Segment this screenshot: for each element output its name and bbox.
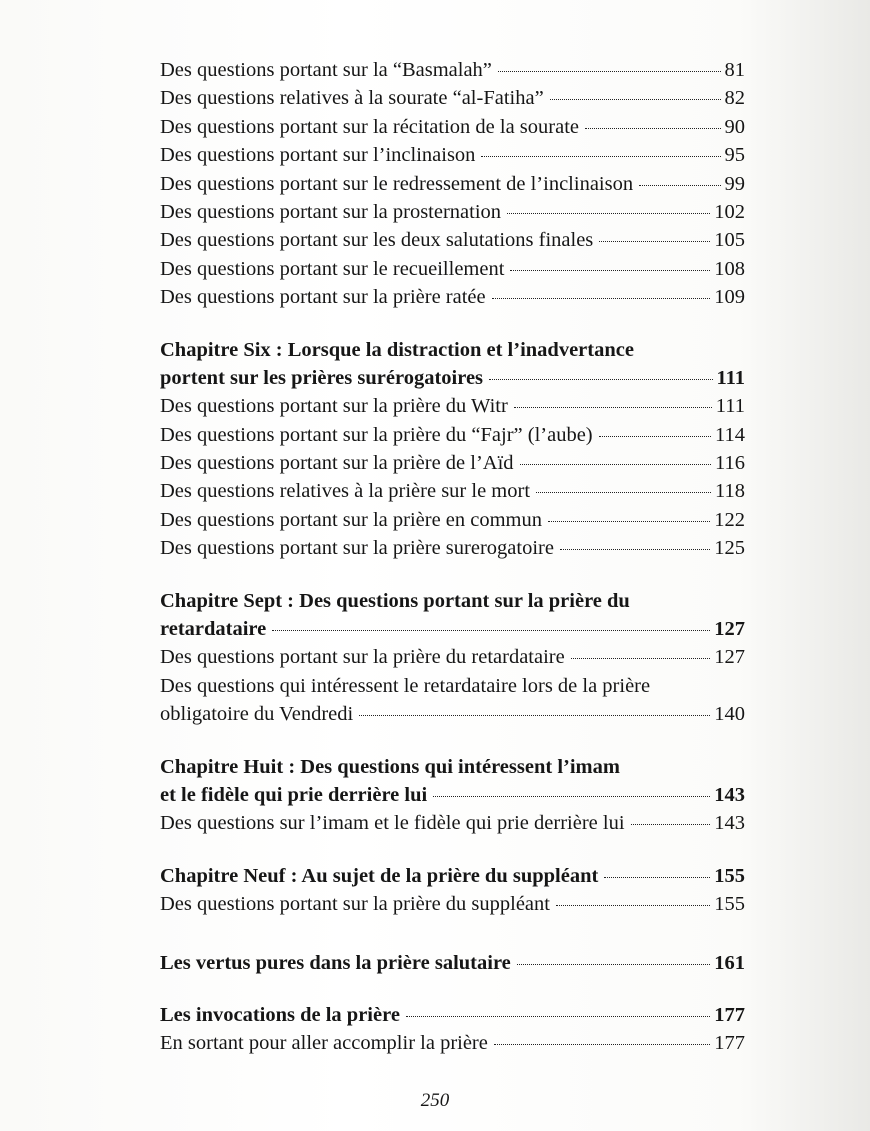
spacer xyxy=(160,729,745,753)
toc-entry xyxy=(160,113,745,141)
spacer xyxy=(160,919,745,949)
page-number: 250 xyxy=(420,1090,450,1111)
leader-dots xyxy=(406,1016,710,1017)
entry-title: obligatoire du Vendredi xyxy=(160,703,354,726)
chapter-six xyxy=(160,336,745,563)
entry-title: En sortant pour aller accomplir la prière xyxy=(160,1032,488,1055)
entry-title: Des questions portant sur les deux salutations finales xyxy=(160,229,594,252)
entry-title: Des questions portant sur la prière du retardataire xyxy=(160,646,565,669)
entry-page: 127 xyxy=(714,646,745,669)
entry-page: 95 xyxy=(724,144,745,167)
chapter-seven xyxy=(160,587,745,729)
section-page: 177 xyxy=(714,1003,745,1026)
leader-dots xyxy=(560,549,710,550)
chapter-heading-line: Chapitre Sept : Des questions portant sur la prière du xyxy=(160,589,630,612)
entry-page: 82 xyxy=(724,87,745,110)
leader-dots xyxy=(599,241,710,242)
entry-page: 102 xyxy=(714,200,745,223)
entry-title: Des questions portant sur la “Basmalah” xyxy=(160,59,492,81)
chapter-heading xyxy=(160,615,745,643)
entry-page: 111 xyxy=(715,395,745,418)
section-virtues xyxy=(160,949,745,977)
leader-dots xyxy=(498,71,721,72)
chapter-title: Chapitre Neuf : Au sujet de la prière du suppléant xyxy=(160,864,599,887)
entry-page: 177 xyxy=(714,1032,745,1055)
entry-page: 155 xyxy=(714,893,745,916)
entry-page: 118 xyxy=(715,480,745,503)
leader-dots xyxy=(489,379,712,380)
leader-dots xyxy=(631,824,711,825)
leader-dots xyxy=(639,185,720,186)
toc-entry xyxy=(160,534,745,562)
chapter-nine xyxy=(160,862,745,919)
entry-page: 116 xyxy=(715,452,745,475)
leader-dots xyxy=(494,1044,710,1045)
chapter-page: 111 xyxy=(716,366,745,389)
entry-page: 125 xyxy=(714,537,745,560)
toc-entry xyxy=(160,198,745,226)
section-invocations xyxy=(160,1001,745,1058)
chapter-title: portent sur les prières surérogatoires xyxy=(160,366,484,389)
section-prayer-questions xyxy=(160,56,745,312)
toc-entry xyxy=(160,421,745,449)
leader-dots xyxy=(520,464,711,465)
entry-page: 90 xyxy=(724,115,745,138)
entry-page: 109 xyxy=(714,286,745,309)
leader-dots xyxy=(433,796,710,797)
toc-entry xyxy=(160,477,745,505)
entry-title: Des questions portant sur la prière ratée xyxy=(160,286,486,309)
toc-entry xyxy=(160,141,745,169)
leader-dots xyxy=(550,99,721,100)
chapter-page: 143 xyxy=(714,783,745,806)
chapter-heading-line: Chapitre Six : Lorsque la distraction et l’inadvertance xyxy=(160,338,634,361)
toc-entry xyxy=(160,890,745,918)
entry-title: Des questions relatives à la prière sur le mort xyxy=(160,480,531,503)
entry-page: 143 xyxy=(714,812,745,835)
spacer xyxy=(160,563,745,587)
table-of-contents xyxy=(160,56,745,1058)
entry-title: Des questions relatives à la sourate “al-Fatiha” xyxy=(160,87,544,110)
section-page: 161 xyxy=(714,951,745,974)
entry-title: Des questions portant sur la prière surerogatoire xyxy=(160,537,554,560)
entry-title-line: Des questions qui intéressent le retardataire lors de la prière xyxy=(160,674,651,697)
entry-title: Des questions portant sur la récitation de la sourate xyxy=(160,115,579,138)
entry-page: 140 xyxy=(714,703,745,726)
spacer xyxy=(160,312,745,336)
toc-entry xyxy=(160,1029,745,1057)
chapter-page: 127 xyxy=(714,618,745,641)
toc-entry xyxy=(160,643,745,671)
toc-entry xyxy=(160,392,745,420)
entry-title: Des questions portant sur la prière en commun xyxy=(160,508,543,531)
toc-entry xyxy=(160,283,745,311)
toc-entry xyxy=(160,56,745,84)
chapter-heading xyxy=(160,862,745,890)
chapter-heading-line: Chapitre Huit : Des questions qui intéressent l’imam xyxy=(160,755,620,778)
leader-dots xyxy=(536,492,711,493)
leader-dots xyxy=(507,213,710,214)
entry-page: 105 xyxy=(714,229,745,252)
entry-title: Des questions portant sur le recueillement xyxy=(160,257,505,280)
entry-page: 122 xyxy=(714,508,745,531)
leader-dots xyxy=(359,715,710,716)
toc-entry xyxy=(160,84,745,112)
toc-entry xyxy=(160,170,745,198)
entry-title: Des questions portant sur l’inclinaison xyxy=(160,144,476,167)
toc-entry xyxy=(160,506,745,534)
section-title: Les vertus pures dans la prière salutaire xyxy=(160,951,511,974)
leader-dots xyxy=(481,156,720,157)
leader-dots xyxy=(548,521,710,522)
entry-page: 81 xyxy=(724,59,745,81)
chapter-heading xyxy=(160,781,745,809)
section-title: Les invocations de la prière xyxy=(160,1003,400,1026)
leader-dots xyxy=(556,905,710,906)
spacer xyxy=(160,838,745,862)
chapter-title: retardataire xyxy=(160,618,267,641)
entry-title: Des questions portant sur la prosternation xyxy=(160,200,502,223)
leader-dots xyxy=(514,407,712,408)
leader-dots xyxy=(571,658,711,659)
entry-title: Des questions portant sur la prière du suppléant xyxy=(160,893,550,916)
entry-page: 108 xyxy=(714,257,745,280)
leader-dots xyxy=(599,436,711,437)
entry-page: 99 xyxy=(724,172,745,195)
entry-page: 114 xyxy=(715,423,745,446)
leader-dots xyxy=(585,128,721,129)
entry-title: Des questions sur l’imam et le fidèle qui prie derrière lui xyxy=(160,812,625,835)
section-heading xyxy=(160,1001,745,1029)
chapter-eight xyxy=(160,753,745,838)
leader-dots xyxy=(510,270,710,271)
toc-entry xyxy=(160,255,745,283)
entry-title: Des questions portant sur la prière de l’Aïd xyxy=(160,452,514,475)
chapter-title: et le fidèle qui prie derrière lui xyxy=(160,783,428,806)
toc-entry xyxy=(160,449,745,477)
leader-dots xyxy=(517,964,710,965)
entry-title: Des questions portant sur la prière du Witr xyxy=(160,395,508,418)
entry-title: Des questions portant sur le redressement de l’inclinaison xyxy=(160,172,634,195)
leader-dots xyxy=(272,630,710,631)
toc-entry xyxy=(160,226,745,254)
leader-dots xyxy=(492,298,711,299)
entry-title: Des questions portant sur la prière du “Fajr” (l’aube) xyxy=(160,423,593,446)
section-heading xyxy=(160,949,745,977)
leader-dots xyxy=(604,877,710,878)
chapter-page: 155 xyxy=(714,864,745,887)
toc-entry xyxy=(160,700,745,728)
spacer xyxy=(160,977,745,1001)
chapter-heading xyxy=(160,364,745,392)
toc-entry xyxy=(160,809,745,837)
